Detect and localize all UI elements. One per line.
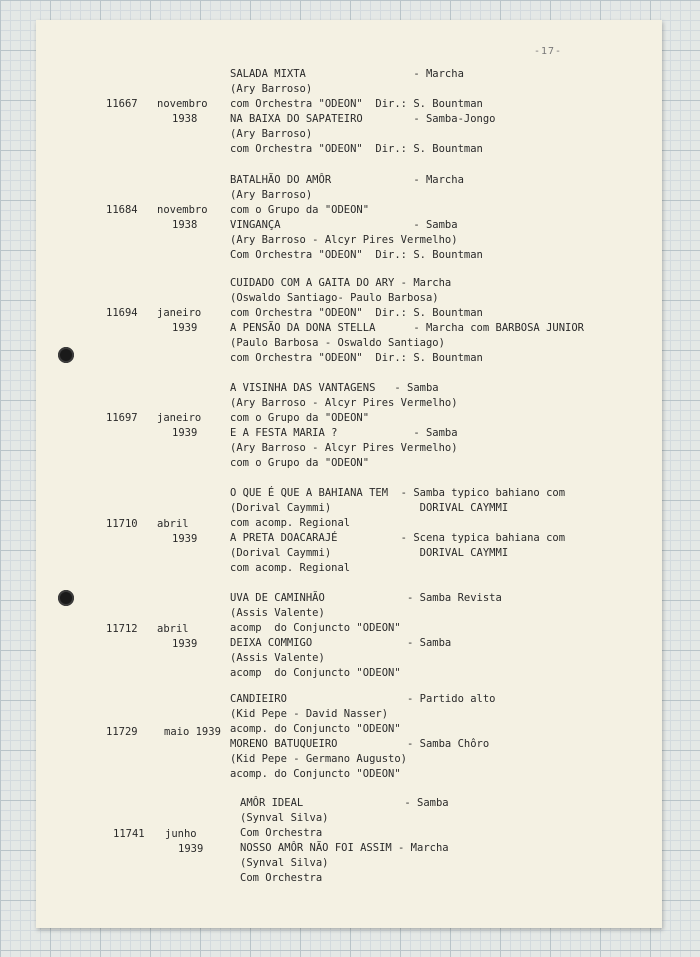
record-line: Com Orchestra [240, 827, 323, 839]
record-number: 11741 [113, 828, 145, 840]
record-line: A PENSÃO DA DONA STELLA - Marcha com BARBOSA JUNIOR [230, 322, 585, 334]
record-line: (Ary Barroso - Alcyr Pires Vermelho) [230, 397, 458, 409]
record-entry [0, 796, 700, 906]
record-line: (Dorival Caymmi) DORIVAL CAYMMI [230, 547, 509, 559]
record-line: NA BAIXA DO SAPATEIRO - Samba-Jongo [230, 113, 496, 125]
record-line: A VISINHA DAS VANTAGENS - Samba [230, 382, 439, 394]
record-line: (Kid Pepe - Germano Augusto) [230, 753, 408, 765]
record-entry [0, 67, 700, 177]
record-line: E A FESTA MARIA ? - Samba [230, 427, 458, 439]
record-line: (Dorival Caymmi) DORIVAL CAYMMI [230, 502, 509, 514]
record-line: com Orchestra "ODEON" Dir.: S. Bountman [230, 98, 483, 110]
record-entry [0, 692, 700, 802]
record-line: BATALHÃO DO AMÔR - Marcha [230, 174, 464, 186]
record-month: maio 1939 [164, 726, 221, 738]
record-line: com o Grupo da "ODEON" [230, 204, 370, 216]
record-year: 1939 [172, 427, 198, 439]
record-line: AMÔR IDEAL - Samba [240, 797, 449, 809]
record-line: (Ary Barroso - Alcyr Pires Vermelho) [230, 234, 458, 246]
record-number: 11667 [106, 98, 138, 110]
record-line: O QUE É QUE A BAHIANA TEM - Samba typico bahiano com [230, 487, 566, 499]
record-line: com Orchestra "ODEON" Dir.: S. Bountman [230, 143, 483, 155]
record-line: (Paulo Barbosa - Oswaldo Santiago) [230, 337, 445, 349]
record-line: (Assis Valente) [230, 607, 325, 619]
record-entry [0, 276, 700, 386]
record-year: 1939 [172, 533, 198, 545]
record-line: acomp do Conjuncto "ODEON" [230, 667, 401, 679]
record-line: DEIXA COMMIGO - Samba [230, 637, 452, 649]
record-month: junho [165, 828, 197, 840]
record-line: (Ary Barroso) [230, 83, 313, 95]
record-entry [0, 173, 700, 283]
record-line: NOSSO AMÔR NÃO FOI ASSIM - Marcha [240, 842, 449, 854]
record-line: A PRETA DOACARAJÉ - Scena typica bahiana com [230, 532, 566, 544]
record-year: 1938 [172, 113, 198, 125]
record-year: 1939 [178, 843, 204, 855]
record-line: UVA DE CAMINHÃO - Samba Revista [230, 592, 502, 604]
record-month: abril [157, 623, 189, 635]
record-line: com acomp. Regional [230, 517, 351, 529]
record-line: (Assis Valente) [230, 652, 325, 664]
record-line: (Ary Barroso - Alcyr Pires Vermelho) [230, 442, 458, 454]
record-month: novembro [157, 98, 208, 110]
record-entry [0, 591, 700, 701]
record-month: abril [157, 518, 189, 530]
record-line: (Ary Barroso) [230, 189, 313, 201]
record-month: janeiro [157, 307, 202, 319]
record-number: 11694 [106, 307, 138, 319]
record-line: CANDIEIRO - Partido alto [230, 693, 496, 705]
record-entry [0, 381, 700, 491]
record-line: (Synval Silva) [240, 857, 329, 869]
record-year: 1939 [172, 638, 198, 650]
record-number: 11684 [106, 204, 138, 216]
record-number: 11697 [106, 412, 138, 424]
record-number: 11729 [106, 726, 138, 738]
record-number: 11712 [106, 623, 138, 635]
record-line: acomp do Conjuncto "ODEON" [230, 622, 401, 634]
record-line: (Synval Silva) [240, 812, 329, 824]
record-line: acomp. do Conjuncto "ODEON" [230, 768, 401, 780]
page-number: -17- [534, 46, 563, 57]
record-line: (Kid Pepe - David Nasser) [230, 708, 389, 720]
record-entry [0, 486, 700, 596]
record-line: com Orchestra "ODEON" Dir.: S. Bountman [230, 307, 483, 319]
record-number: 11710 [106, 518, 138, 530]
record-line: com o Grupo da "ODEON" [230, 412, 370, 424]
record-line: Com Orchestra [240, 872, 323, 884]
record-line: com Orchestra "ODEON" Dir.: S. Bountman [230, 352, 483, 364]
record-year: 1938 [172, 219, 198, 231]
record-line: Com Orchestra "ODEON" Dir.: S. Bountman [230, 249, 483, 261]
record-line: MORENO BATUQUEIRO - Samba Chôro [230, 738, 490, 750]
record-line: com acomp. Regional [230, 562, 351, 574]
record-line: CUIDADO COM A GAITA DO ARY - Marcha [230, 277, 452, 289]
record-month: janeiro [157, 412, 202, 424]
record-line: com o Grupo da "ODEON" [230, 457, 370, 469]
record-month: novembro [157, 204, 208, 216]
record-line: (Oswaldo Santiago- Paulo Barbosa) [230, 292, 439, 304]
record-line: acomp. do Conjuncto "ODEON" [230, 723, 401, 735]
record-line: (Ary Barroso) [230, 128, 313, 140]
record-line: VINGANÇA - Samba [230, 219, 458, 231]
record-line: SALADA MIXTA - Marcha [230, 68, 464, 80]
record-year: 1939 [172, 322, 198, 334]
